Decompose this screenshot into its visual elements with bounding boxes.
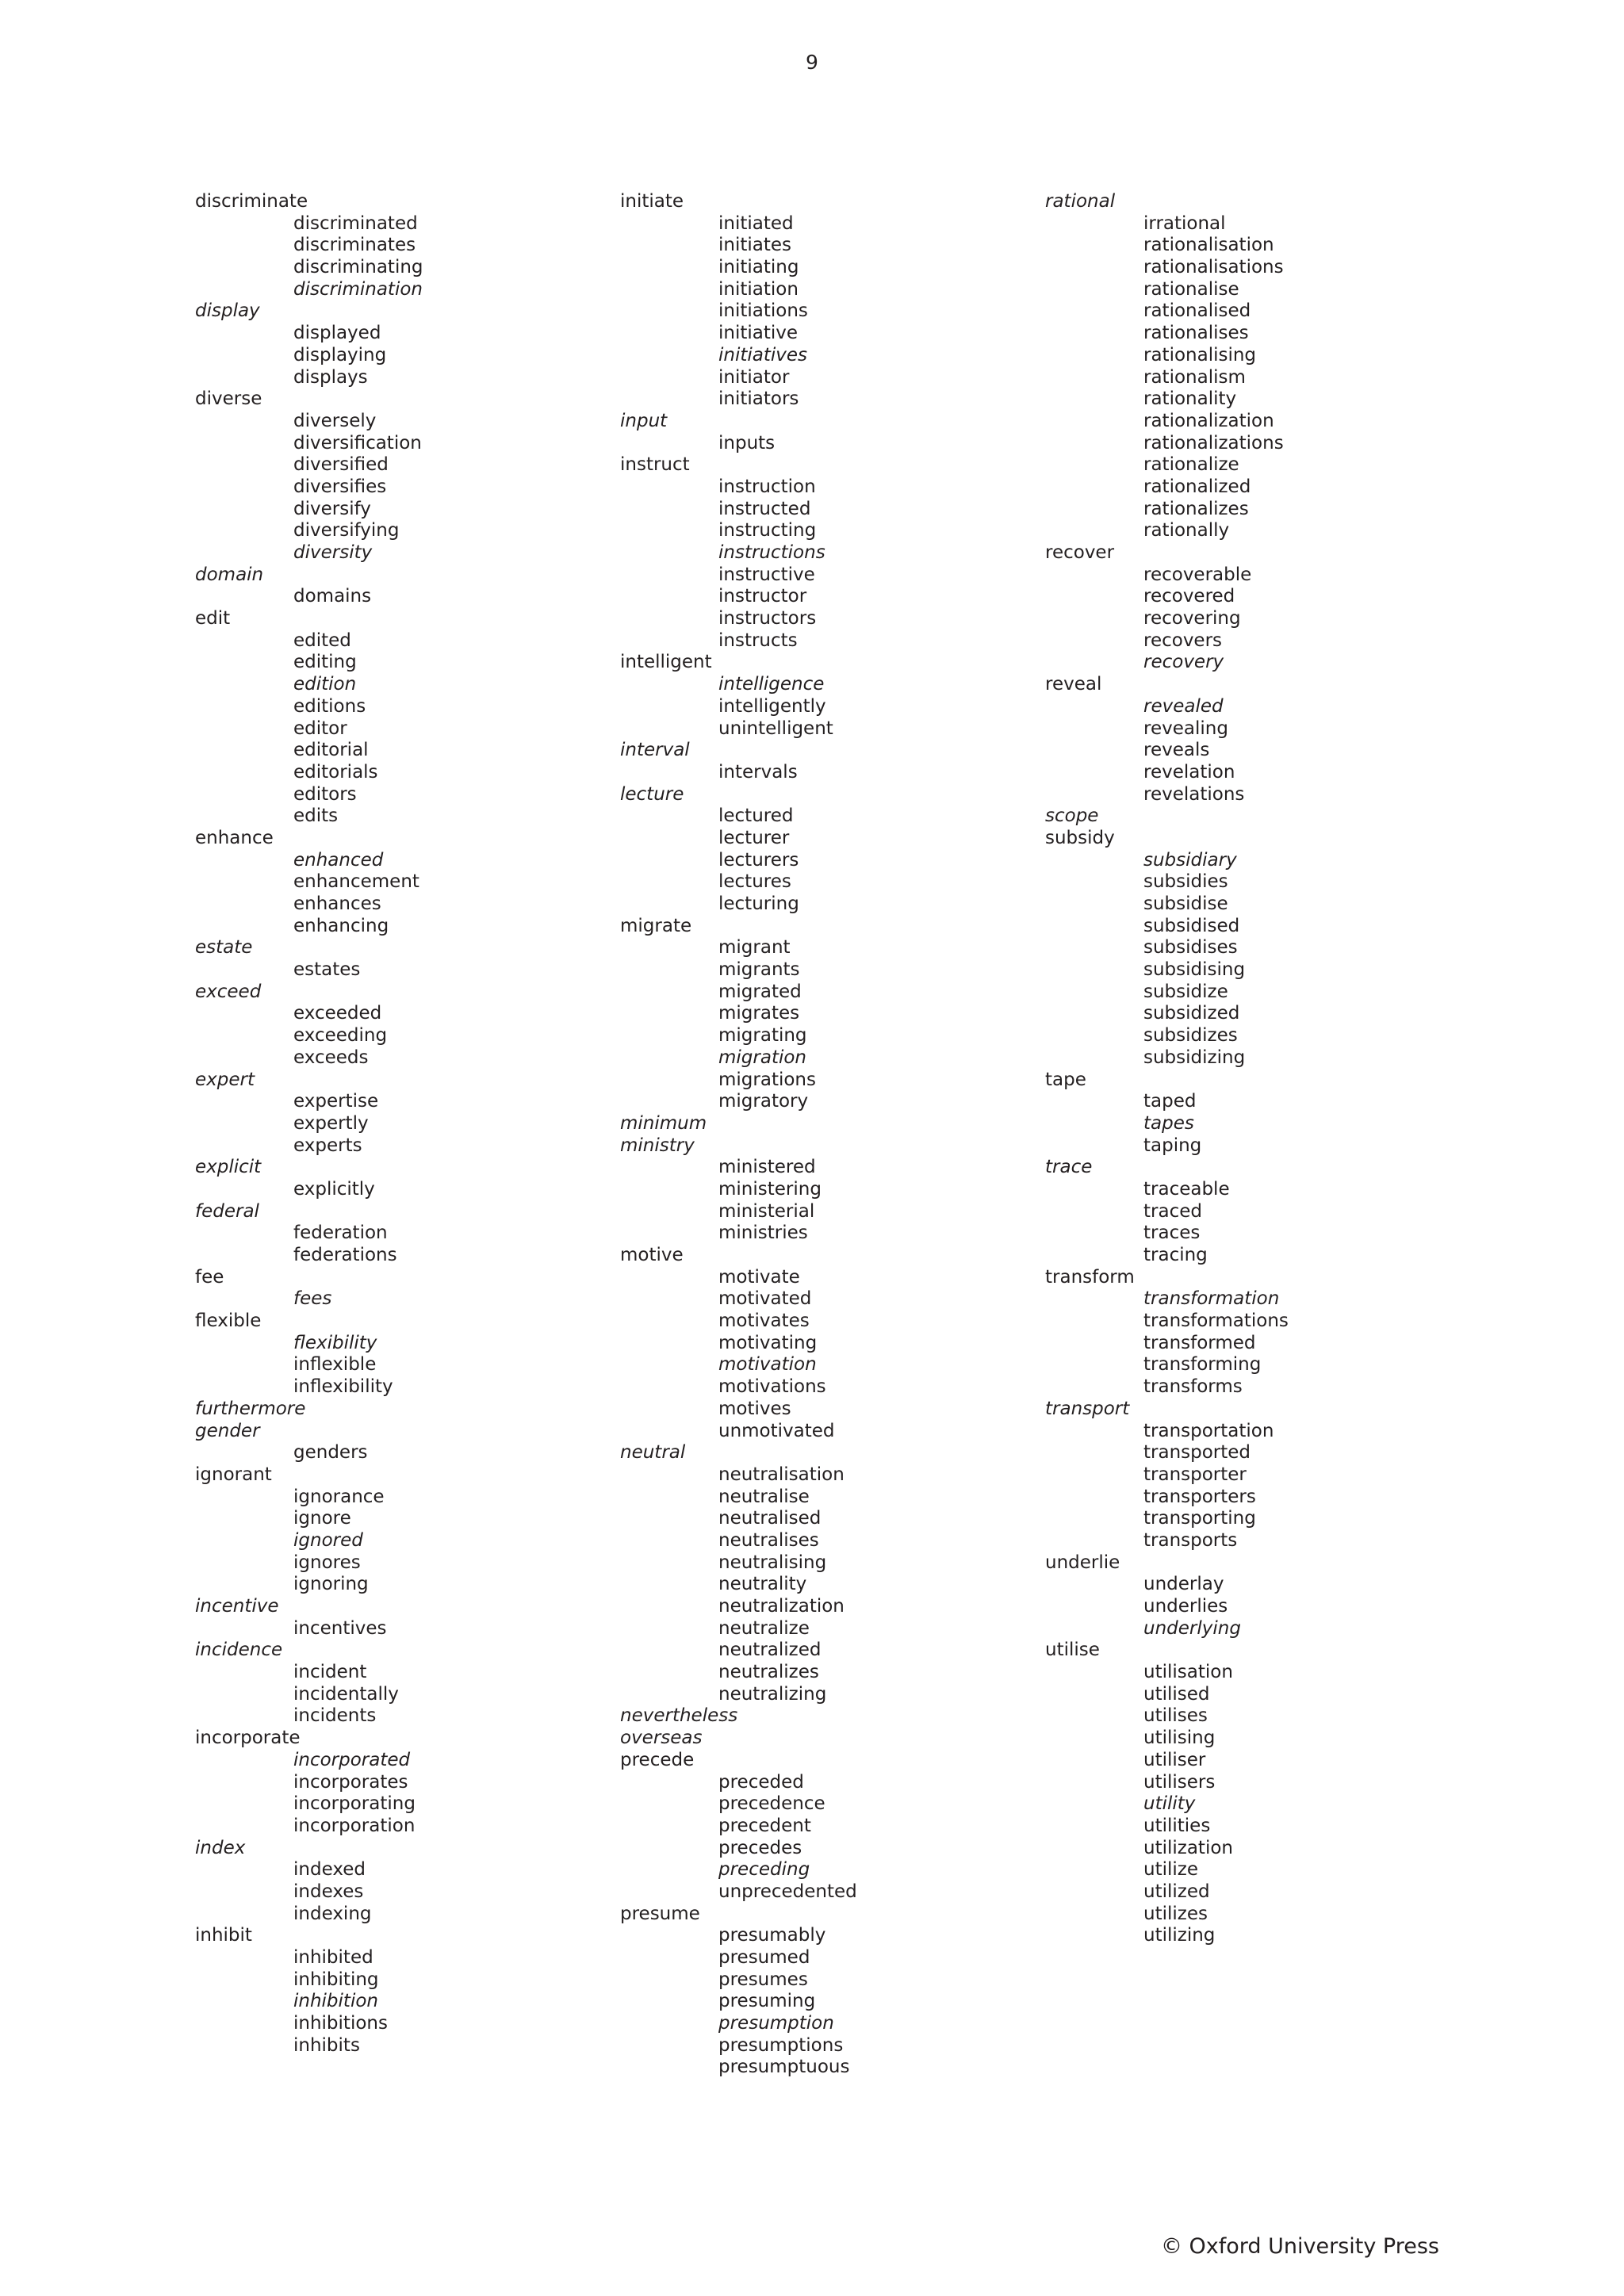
word-family-member: initiators [718, 388, 799, 410]
word-family-member: utilisation [1143, 1662, 1233, 1683]
word-family-member: migration [718, 1047, 807, 1068]
word-family-member: subsidising [1143, 959, 1246, 981]
word-family-member: unmotivated [718, 1420, 835, 1441]
word-family-member: inflexibility [293, 1376, 393, 1398]
word-family-member: recovered [1143, 586, 1235, 607]
word-family-member: flexibility [293, 1332, 377, 1353]
word-family-member: transporting [1143, 1508, 1256, 1529]
word-family-member: neutralise [718, 1486, 810, 1507]
word-family-member: presumptuous [718, 2057, 850, 2078]
word-family-member: taped [1143, 1091, 1197, 1112]
word-family-member: intervals [718, 761, 798, 783]
word-family-member: displaying [293, 344, 387, 365]
word-family-member: inhibits [293, 2034, 360, 2056]
word-family-member: initiation [718, 278, 799, 300]
word-family-member: rationalising [1143, 344, 1257, 365]
word-family-member: subsidies [1143, 871, 1228, 893]
word-family-member: initiated [718, 212, 794, 234]
headword: ignorant [195, 1464, 272, 1485]
word-family-member: utilising [1143, 1728, 1216, 1749]
word-family-member: initiator [718, 366, 790, 388]
word-family-member: lectured [718, 806, 794, 827]
word-family-member: diversify [293, 498, 371, 519]
word-family-member: ministries [718, 1223, 808, 1244]
headword: discriminate [195, 191, 308, 212]
word-family-member: utilization [1143, 1837, 1233, 1858]
headword: incentive [195, 1596, 279, 1617]
word-family-member: incidents [293, 1705, 377, 1727]
word-family-member: rationalizations [1143, 432, 1284, 453]
word-family-member: incentives [293, 1617, 387, 1639]
headword: lecture [620, 783, 684, 805]
word-family-member: transports [1143, 1529, 1238, 1551]
word-family-member: migrated [718, 981, 802, 1002]
word-family-member: diversifying [293, 520, 400, 541]
headword: flexible [195, 1311, 262, 1332]
word-family-member: ignored [293, 1529, 363, 1551]
word-family-member: traceable [1143, 1178, 1230, 1200]
word-family-member: transportation [1143, 1420, 1274, 1441]
word-family-member: neutralizes [718, 1662, 819, 1683]
word-family-member: utiliser [1143, 1749, 1206, 1770]
word-family-member: preceded [718, 1771, 804, 1793]
word-family-member: neutralised [718, 1508, 822, 1529]
word-family-member: recoverable [1143, 564, 1252, 585]
word-family-member: enhancement [293, 871, 419, 893]
word-family-member: subsidises [1143, 937, 1238, 959]
word-family-member: presumes [718, 1969, 808, 1990]
word-family-member: expertise [293, 1091, 379, 1112]
word-family-member: rationalization [1143, 410, 1274, 431]
headword: reveal [1045, 674, 1102, 695]
word-family-member: precedent [718, 1815, 811, 1836]
word-family-member: precedes [718, 1837, 802, 1858]
word-family-member: discriminating [293, 257, 423, 278]
word-family-member: incorporating [293, 1793, 416, 1815]
word-family-member: migrations [718, 1069, 816, 1090]
word-family-member: exceeded [293, 1003, 382, 1024]
word-family-member: ignorance [293, 1486, 385, 1507]
word-family-member: rationality [1143, 388, 1237, 410]
headword: ministry [620, 1135, 695, 1156]
headword: minimum [620, 1112, 707, 1134]
word-family-member: rationalizes [1143, 498, 1249, 519]
word-family-member: intelligently [718, 695, 826, 717]
word-family-member: lecturers [718, 849, 799, 871]
word-family-member: expertly [293, 1112, 369, 1134]
word-family-member: incident [293, 1662, 367, 1683]
headword: subsidy [1045, 827, 1115, 848]
word-family-member: exceeding [293, 1025, 388, 1047]
word-family-member: displays [293, 366, 368, 388]
word-family-member: initiatives [718, 344, 808, 365]
word-family-member: transporter [1143, 1464, 1247, 1485]
word-family-member: migratory [718, 1091, 809, 1112]
word-family-member: migrates [718, 1003, 800, 1024]
word-family-member: neutralizing [718, 1683, 827, 1705]
word-family-member: motives [718, 1398, 791, 1419]
word-family-member: transforming [1143, 1354, 1262, 1376]
word-family-member: presumption [718, 2013, 834, 2034]
headword: underlie [1045, 1552, 1120, 1573]
word-family-member: revelation [1143, 761, 1235, 783]
word-family-member: unprecedented [718, 1881, 857, 1902]
word-list-column-1 [195, 191, 607, 2057]
headword: expert [195, 1069, 255, 1090]
word-family-member: irrational [1143, 212, 1226, 234]
word-family-member: neutralized [718, 1640, 822, 1661]
word-family-member: transforms [1143, 1376, 1243, 1398]
page-number: 9 [806, 51, 818, 74]
word-family-member: motivations [718, 1376, 826, 1398]
headword: inhibit [195, 1925, 252, 1946]
word-family-member: instructing [718, 520, 817, 541]
word-family-member: diversification [293, 432, 422, 453]
headword: utilise [1045, 1640, 1100, 1661]
word-family-member: editor [293, 718, 347, 739]
word-family-member: neutrality [718, 1574, 807, 1595]
word-family-member: underlies [1143, 1596, 1228, 1617]
word-family-member: transported [1143, 1442, 1251, 1464]
word-family-member: inputs [718, 432, 776, 453]
word-family-member: inhibited [293, 1947, 373, 1968]
word-family-member: instruction [718, 476, 816, 497]
word-family-member: neutralisation [718, 1464, 845, 1485]
word-family-member: transformed [1143, 1332, 1256, 1353]
headword: domain [195, 564, 264, 585]
word-family-member: migrant [718, 937, 791, 959]
word-family-member: revealed [1143, 695, 1224, 717]
headword: instruct [620, 454, 690, 476]
word-family-member: inhibitions [293, 2013, 388, 2034]
word-family-member: reveals [1143, 740, 1210, 761]
headword: migrate [620, 915, 692, 936]
word-family-member: neutralization [718, 1596, 845, 1617]
word-family-member: editing [293, 652, 357, 673]
word-family-member: initiates [718, 235, 792, 256]
word-family-member: editorial [293, 740, 369, 761]
word-list-column-3 [1045, 191, 1457, 1947]
headword: estate [195, 937, 253, 959]
word-family-member: utilises [1143, 1705, 1208, 1727]
headword: index [195, 1837, 246, 1858]
word-family-member: instructive [718, 564, 815, 585]
word-family-member: revelations [1143, 783, 1245, 805]
word-family-member: federation [293, 1223, 388, 1244]
word-family-member: recovers [1143, 629, 1223, 651]
word-family-member: neutralises [718, 1529, 819, 1551]
word-family-member: preceding [718, 1859, 810, 1881]
word-family-member: instructed [718, 498, 811, 519]
headword: precede [620, 1749, 695, 1770]
word-family-member: utilities [1143, 1815, 1211, 1836]
word-family-member: incorporated [293, 1749, 411, 1770]
headword: incidence [195, 1640, 283, 1661]
word-family-member: neutralising [718, 1552, 827, 1573]
word-family-member: utilize [1143, 1859, 1198, 1881]
word-family-member: subsidized [1143, 1003, 1240, 1024]
word-family-member: inhibition [293, 1991, 378, 2012]
word-family-member: taping [1143, 1135, 1202, 1156]
word-family-member: initiating [718, 257, 799, 278]
word-family-member: utilised [1143, 1683, 1210, 1705]
word-family-member: diversity [293, 542, 373, 563]
word-family-member: presumably [718, 1925, 826, 1946]
headword: enhance [195, 827, 274, 848]
headword: edit [195, 608, 231, 629]
word-family-member: ignores [293, 1552, 361, 1573]
word-family-member: traces [1143, 1223, 1201, 1244]
word-family-member: motivated [718, 1288, 812, 1310]
word-family-member: federations [293, 1245, 397, 1265]
word-family-member: instructions [718, 542, 825, 563]
word-family-member: instructors [718, 608, 817, 629]
headword: recover [1045, 542, 1115, 563]
word-family-member: intelligence [718, 674, 825, 695]
word-family-member: underlying [1143, 1617, 1241, 1639]
word-family-member: incidentally [293, 1683, 399, 1705]
word-family-member: inflexible [293, 1354, 377, 1376]
headword: furthermore [195, 1398, 306, 1419]
word-family-member: fees [293, 1288, 332, 1310]
word-family-member: rationally [1143, 520, 1230, 541]
word-family-member: edits [293, 806, 339, 827]
word-family-member: motivation [718, 1354, 817, 1376]
headword: presume [620, 1903, 700, 1924]
headword: motive [620, 1245, 684, 1265]
word-family-member: transporters [1143, 1486, 1256, 1507]
word-family-member: ignore [293, 1508, 351, 1529]
word-family-member: utilizes [1143, 1903, 1208, 1924]
headword: incorporate [195, 1728, 301, 1749]
word-family-member: enhances [293, 894, 381, 914]
word-family-member: utilizing [1143, 1925, 1216, 1946]
word-family-member: incorporation [293, 1815, 416, 1836]
word-family-member: estates [293, 959, 361, 981]
word-family-member: presumptions [718, 2034, 844, 2056]
word-family-member: diversifies [293, 476, 387, 497]
word-family-member: transformations [1143, 1311, 1289, 1332]
word-family-member: unintelligent [718, 718, 833, 739]
word-family-member: enhanced [293, 849, 384, 871]
headword: neutral [620, 1442, 686, 1464]
word-family-member: genders [293, 1442, 368, 1464]
word-family-member: precedence [718, 1793, 825, 1815]
word-family-member: traced [1143, 1200, 1202, 1222]
word-family-member: instructs [718, 629, 798, 651]
headword: transform [1045, 1266, 1135, 1288]
copyright-notice: © Oxford University Press [1160, 2234, 1439, 2259]
word-family-member: rationalises [1143, 323, 1249, 344]
headword: diverse [195, 388, 262, 410]
word-family-member: migrants [718, 959, 800, 981]
headword: federal [195, 1200, 259, 1222]
word-family-member: initiations [718, 300, 808, 322]
word-family-member: explicitly [293, 1178, 375, 1200]
word-family-member: neutralize [718, 1617, 810, 1639]
word-family-member: transformation [1143, 1288, 1280, 1310]
word-family-member: rationalism [1143, 366, 1246, 388]
word-family-member: displayed [293, 323, 381, 344]
word-family-member: diversified [293, 454, 389, 476]
word-family-member: exceeds [293, 1047, 369, 1068]
word-family-member: rationalised [1143, 300, 1251, 322]
word-family-member: underlay [1143, 1574, 1224, 1595]
word-family-member: utility [1143, 1793, 1196, 1815]
word-family-member: inhibiting [293, 1969, 379, 1990]
headword: transport [1045, 1398, 1130, 1419]
word-family-member: editors [293, 783, 357, 805]
headword: rational [1045, 191, 1116, 212]
word-family-member: presuming [718, 1991, 816, 2012]
headword: intelligent [620, 652, 712, 673]
word-family-member: edited [293, 629, 351, 651]
word-family-member: utilized [1143, 1881, 1210, 1902]
word-family-member: ministerial [718, 1200, 815, 1222]
word-family-member: utilisers [1143, 1771, 1216, 1793]
word-family-member: subsidizes [1143, 1025, 1238, 1047]
word-family-member: rationalisation [1143, 235, 1274, 256]
word-family-member: subsidizing [1143, 1047, 1246, 1068]
word-family-member: rationalisations [1143, 257, 1284, 278]
word-family-member: ministered [718, 1157, 816, 1178]
word-family-member: ministering [718, 1178, 822, 1200]
word-family-member: subsidise [1143, 894, 1228, 914]
word-family-member: revealing [1143, 718, 1228, 739]
word-family-member: motivating [718, 1332, 818, 1353]
word-family-member: discriminated [293, 212, 418, 234]
word-family-member: recovering [1143, 608, 1241, 629]
headword: scope [1045, 806, 1099, 827]
word-family-member: tracing [1143, 1245, 1208, 1265]
word-family-member: instructor [718, 586, 807, 607]
word-family-member: rationalise [1143, 278, 1239, 300]
word-family-member: editorials [293, 761, 378, 783]
headword: input [620, 410, 668, 431]
word-family-member: incorporates [293, 1771, 408, 1793]
word-family-member: enhancing [293, 915, 389, 936]
headword: trace [1045, 1157, 1093, 1178]
headword: gender [195, 1420, 260, 1441]
word-family-member: motivates [718, 1311, 810, 1332]
word-family-member: lecturer [718, 827, 790, 848]
word-family-member: edition [293, 674, 357, 695]
word-family-member: migrating [718, 1025, 807, 1047]
word-family-member: lecturing [718, 894, 799, 914]
headword: nevertheless [620, 1705, 738, 1727]
headword: fee [195, 1266, 224, 1288]
word-family-member: subsidiary [1143, 849, 1237, 871]
headword: explicit [195, 1157, 262, 1178]
word-family-member: presumed [718, 1947, 810, 1968]
word-family-member: subsidize [1143, 981, 1228, 1002]
word-family-member: indexed [293, 1859, 366, 1881]
word-family-member: domains [293, 586, 372, 607]
word-family-member: tapes [1143, 1112, 1194, 1134]
word-family-member: discriminates [293, 235, 416, 256]
word-family-member: experts [293, 1135, 362, 1156]
word-family-member: lectures [718, 871, 791, 893]
word-family-member: indexes [293, 1881, 364, 1902]
word-family-member: ignoring [293, 1574, 369, 1595]
word-family-member: editions [293, 695, 366, 717]
word-family-member: discrimination [293, 278, 423, 300]
word-family-member: subsidised [1143, 915, 1240, 936]
word-family-member: motivate [718, 1266, 800, 1288]
word-family-member: initiative [718, 323, 799, 344]
headword: tape [1045, 1069, 1086, 1090]
headword: initiate [620, 191, 684, 212]
headword: interval [620, 740, 690, 761]
headword: exceed [195, 981, 262, 1002]
headword: display [195, 300, 260, 322]
word-family-member: rationalize [1143, 454, 1239, 476]
word-family-member: indexing [293, 1903, 372, 1924]
headword: overseas [620, 1728, 703, 1749]
word-family-member: recovery [1143, 652, 1224, 673]
word-list-column-2 [620, 191, 1032, 2079]
word-family-member: rationalized [1143, 476, 1251, 497]
word-family-member: diversely [293, 410, 377, 431]
